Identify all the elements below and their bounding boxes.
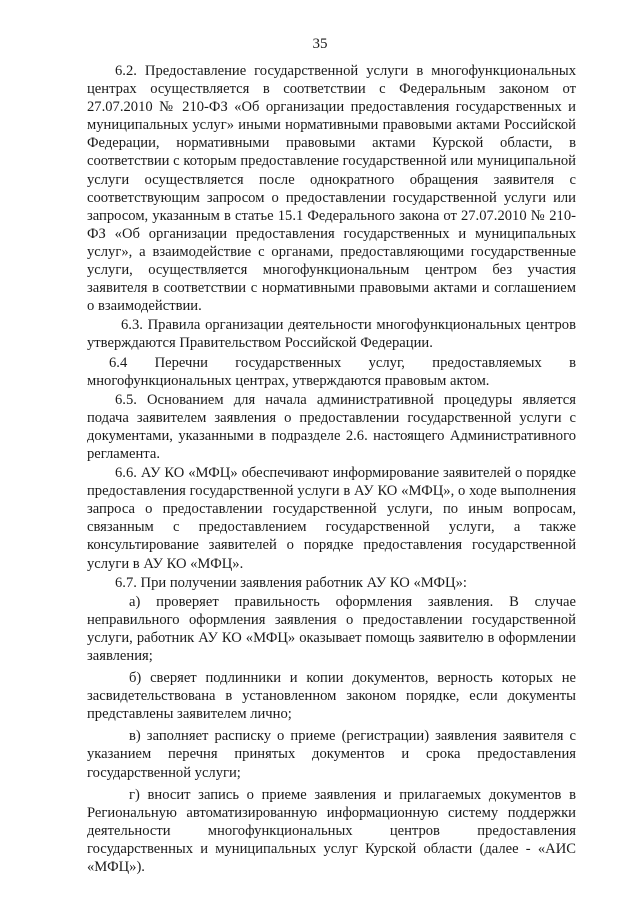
paragraph-6-7-c: в) заполняет расписку о приеме (регистрации) заявления заявителя с указанием перечня принятых документов и срока предоставления государственной услуги; xyxy=(87,728,576,781)
paragraph-6-7-b: б) сверяет подлинники и копии документов, верность которых не засвидетельствована в установленном законом порядке, если документы представлены заявителем лично; xyxy=(87,670,576,723)
paragraph-6-6: 6.6. АУ КО «МФЦ» обеспечивают информирование заявителей о порядке предоставления государственной услуги в АУ КО «МФЦ», о ходе выполнения запроса о предоставлении государственной услуги, по иным вопросам, связанным с предоставлением государственной услуги, а также консультирование заявителей о порядке предоставления государственной услуги в АУ КО «МФЦ». xyxy=(87,465,576,572)
paragraph-6-7-d: г) вносит запись о приеме заявления и прилагаемых документов в Региональную автоматизированную информационную систему поддержки деятельности многофункциональных центров предоставления государственных и муниципальных услуг Курской области (далее - «АИС «МФЦ»). xyxy=(87,786,576,876)
paragraph-6-7-a: а) проверяет правильность оформления заявления. В случае неправильного оформления заявления о предоставлении государственной услуги, работник АУ КО «МФЦ» оказывает помощь заявителю в оформлении заявления; xyxy=(87,593,576,664)
paragraph-6-2: 6.2. Предоставление государственной услуги в многофункциональных центрах осуществляется в соответствии с Федеральным законом от 27.07.2010 № 210-ФЗ «Об организации предоставления государственных и муниципальных услуг» иными нормативными правовыми актами Российской Федерации, нормативными правовыми актами Курской области, в соответствии с которым предоставление государственной или муниципальной услуги осуществляется после однократного обращения заявителя с соответствующим запросом о предоставлении государственной услуги или запросом, указанным в статье 15.1 Федерального закона от 27.07.2010 № 210-ФЗ «Об организации предоставления государственных и муниципальных услуг», а взаимодействие с органами, предоставляющими государственные услуги, осуществляется многофункциональным центром без участия заявителя в соответствии с нормативными правовыми актами и соглашением о взаимодействии. xyxy=(87,63,576,315)
paragraph-6-7: 6.7. При получении заявления работник АУ КО «МФЦ»: xyxy=(115,574,467,591)
document-body xyxy=(87,62,576,876)
paragraph-6-3: 6.3. Правила организации деятельности многофункциональных центров утверждаются Правительством Российской Федерации. xyxy=(87,317,576,352)
paragraph-6-4: 6.4 Перечни государственных услуг, предоставляемых в многофункциональных центрах, утверждаются правовым актом. xyxy=(87,354,576,389)
paragraph-6-5: 6.5. Основанием для начала административной процедуры является подача заявителем заявления о предоставлении государственной услуги с документами, указанными в подразделе 2.6. настоящего Административного регламента. xyxy=(87,391,576,462)
page-number: 35 xyxy=(312,36,328,52)
